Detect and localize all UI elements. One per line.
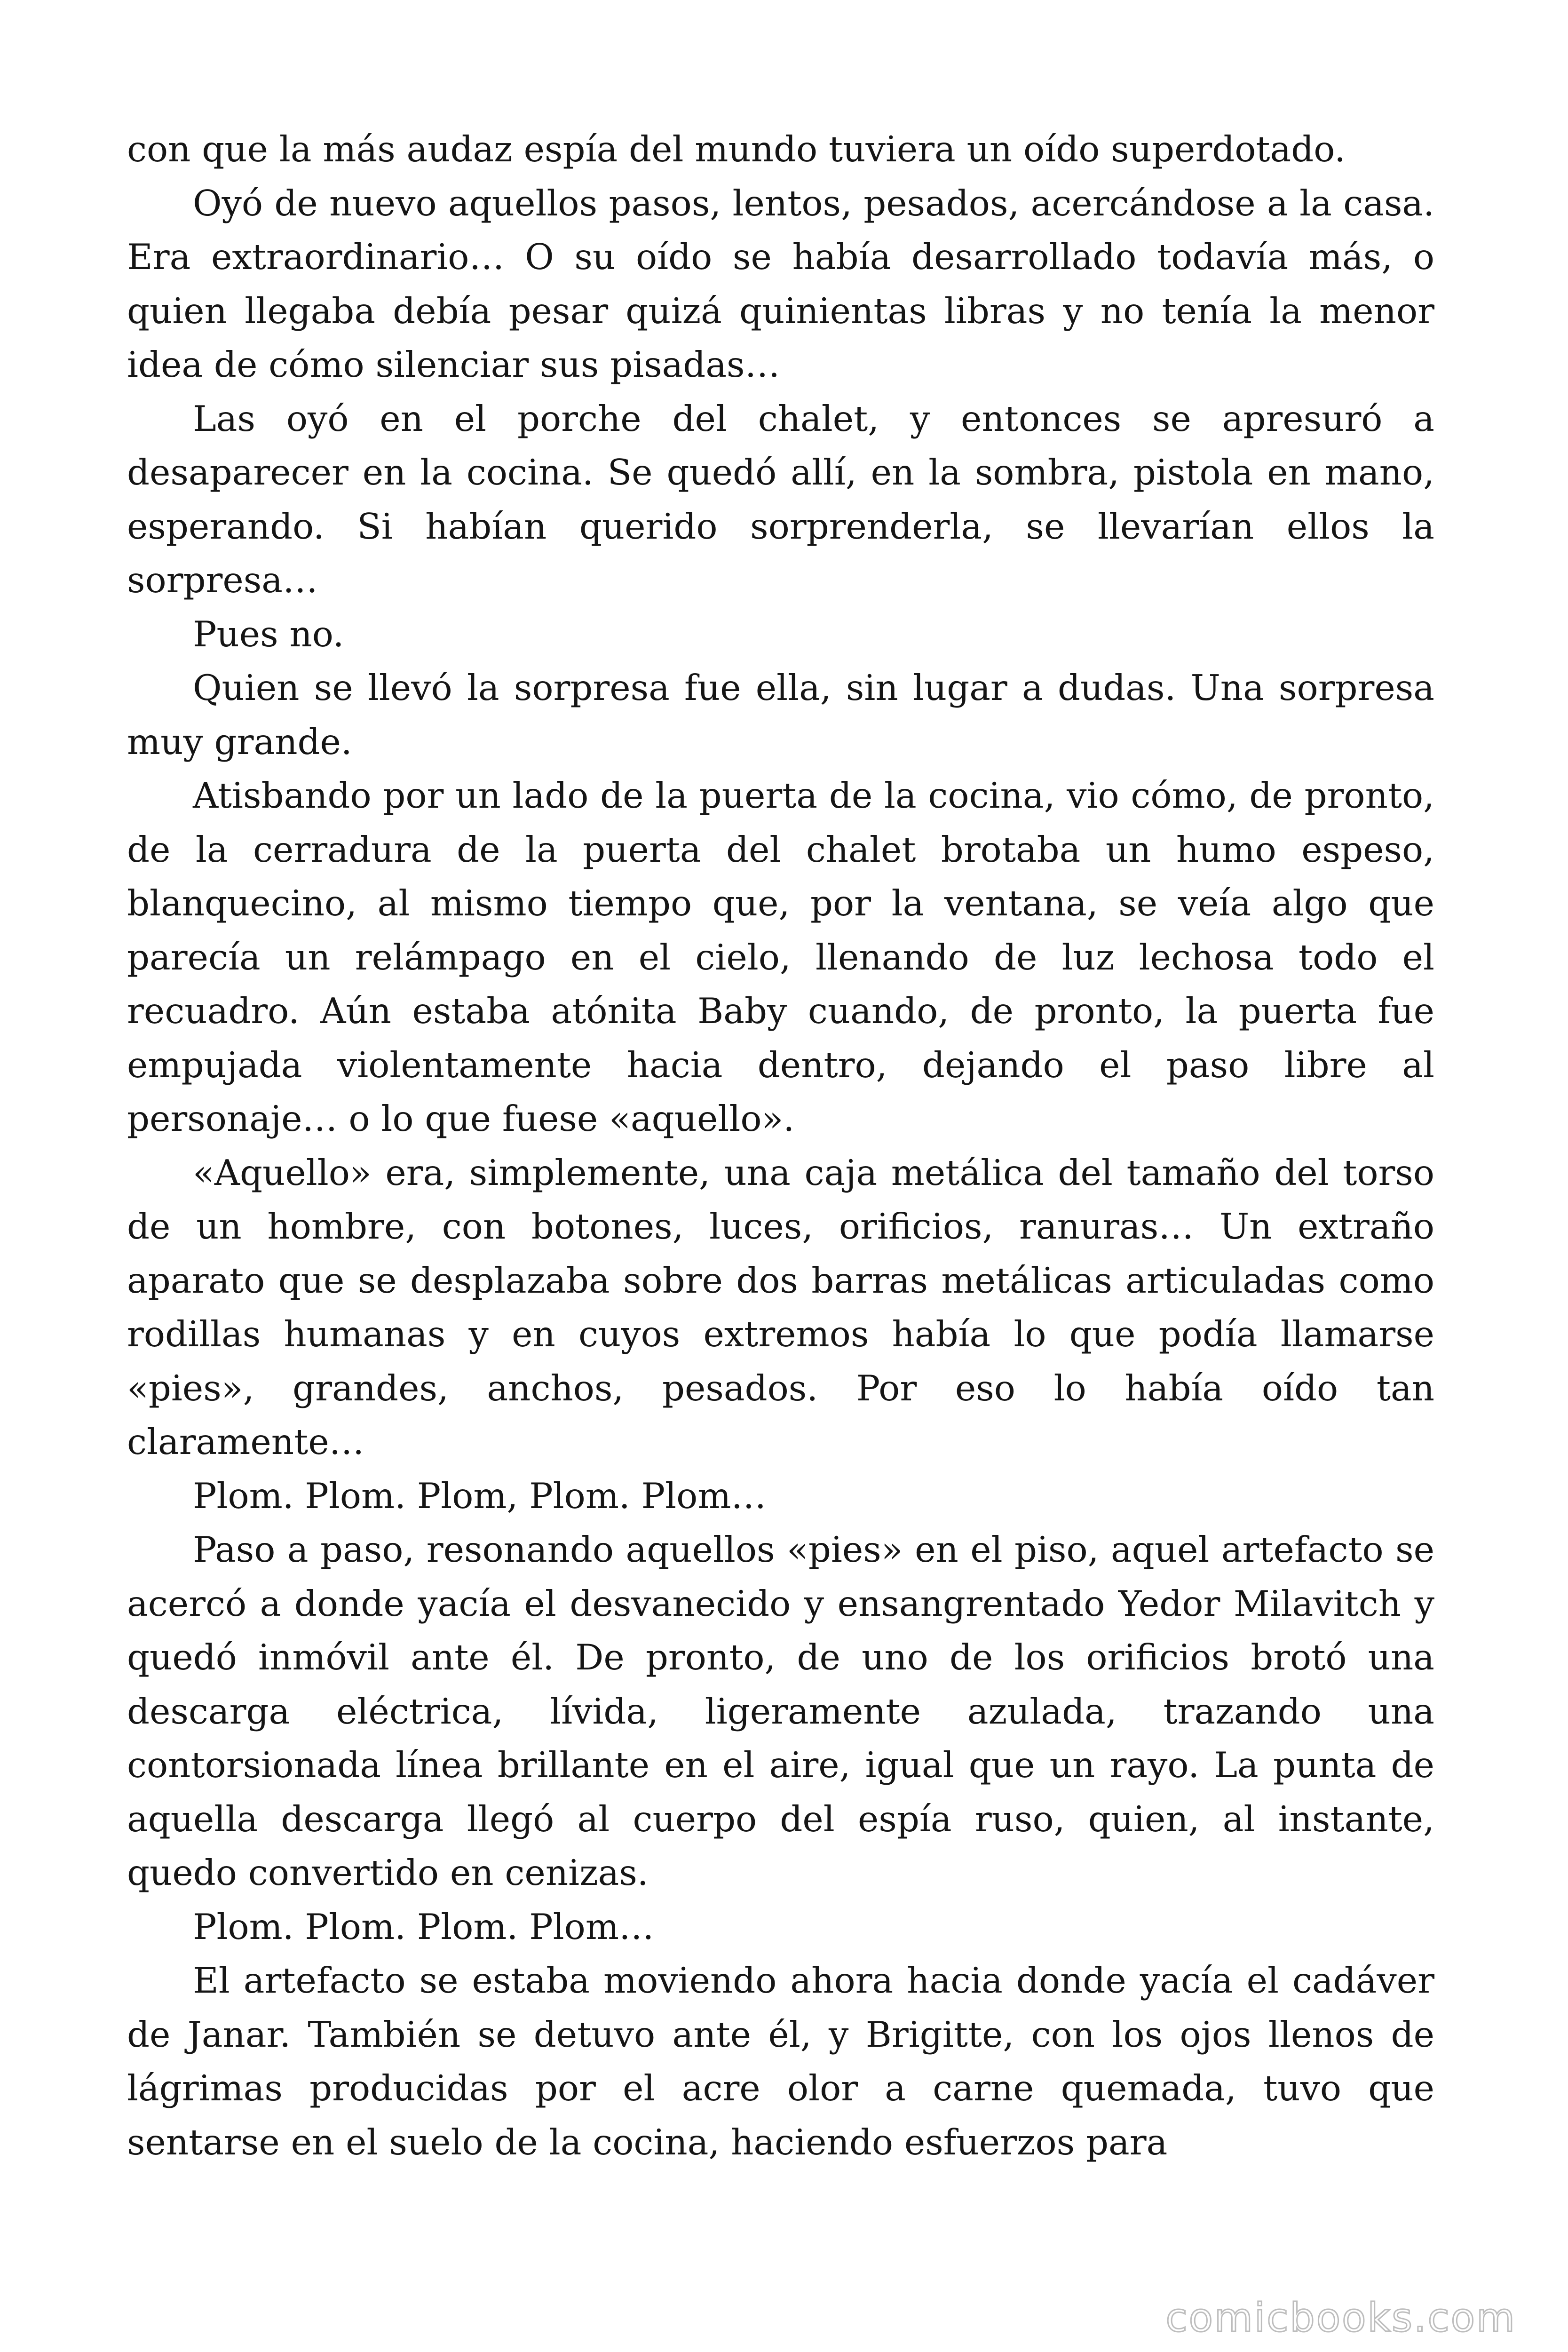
- watermark: comicbooks.com: [1165, 2295, 1516, 2341]
- paragraph: Pues no.: [193, 613, 344, 655]
- body-text: [127, 122, 1434, 2169]
- paragraph: Quien se llevó la sorpresa fue ella, sin lugar a dudas. Una sorpresa muy grande.: [127, 667, 1434, 763]
- paragraph: Plom. Plom. Plom, Plom. Plom…: [193, 1475, 767, 1517]
- paragraph: Atisbando por un lado de la puerta de la cocina, vio cómo, de pronto, de la cerradura de la puerta del chalet brotaba un humo espeso, blanquecino, al mismo tiempo que, por la ventana, se veía algo que parecía un relámpago en el cielo, llenando de luz lechosa todo el recuadro. Aún estaba atónita Baby cuando, de pronto, la puerta fue empujada violentamente hacia dentro, dejando el paso libre al personaje… o lo que fuese «aquello».: [127, 775, 1434, 1139]
- paragraph: Las oyó en el porche del chalet, y entonces se apresuró a desaparecer en la cocina. Se quedó allí, en la sombra, pistola en mano, esperando. Si habían querido sorprenderla, se llevarían ellos la sorpresa…: [127, 397, 1434, 601]
- paragraph-continuation: con que la más audaz espía del mundo tuviera un oído superdotado.: [127, 128, 1346, 170]
- paragraph: «Aquello» era, simplemente, una caja metálica del tamaño del torso de un hombre, con botones, luces, orificios, ranuras… Un extraño aparato que se desplazaba sobre dos barras metálicas articuladas como rodillas humanas y en cuyos extremos había lo que podía llamarse «pies», grandes, anchos, pesados. Por eso lo había oído tan claramente…: [127, 1152, 1434, 1462]
- paragraph: Plom. Plom. Plom. Plom…: [193, 1906, 654, 1947]
- paragraph: El artefacto se estaba moviendo ahora hacia donde yacía el cadáver de Janar. También se detuvo ante él, y Brigitte, con los ojos llenos de lágrimas producidas por el acre olor a carne quemada, tuvo que sentarse en el suelo de la cocina, haciendo esfuerzos para: [127, 1960, 1434, 2163]
- paragraph: Paso a paso, resonando aquellos «pies» en el piso, aquel artefacto se acercó a donde yacía el desvanecido y ensangrentado Yedor Milavitch y quedó inmóvil ante él. De pronto, de uno de los orificios brotó una descarga eléctrica, lívida, ligeramente azulada, trazando una contorsionada línea brillante en el aire, igual que un rayo. La punta de aquella descarga llegó al cuerpo del espía ruso, quien, al instante, quedo convertido en cenizas.: [127, 1529, 1434, 1893]
- paragraph: Oyó de nuevo aquellos pasos, lentos, pesados, acercándose a la casa. Era extraordinario… O su oído se había desarrollado todavía más, o quien llegaba debía pesar quizá quinientas libras y no tenía la menor idea de cómo silenciar sus pisadas…: [127, 182, 1434, 385]
